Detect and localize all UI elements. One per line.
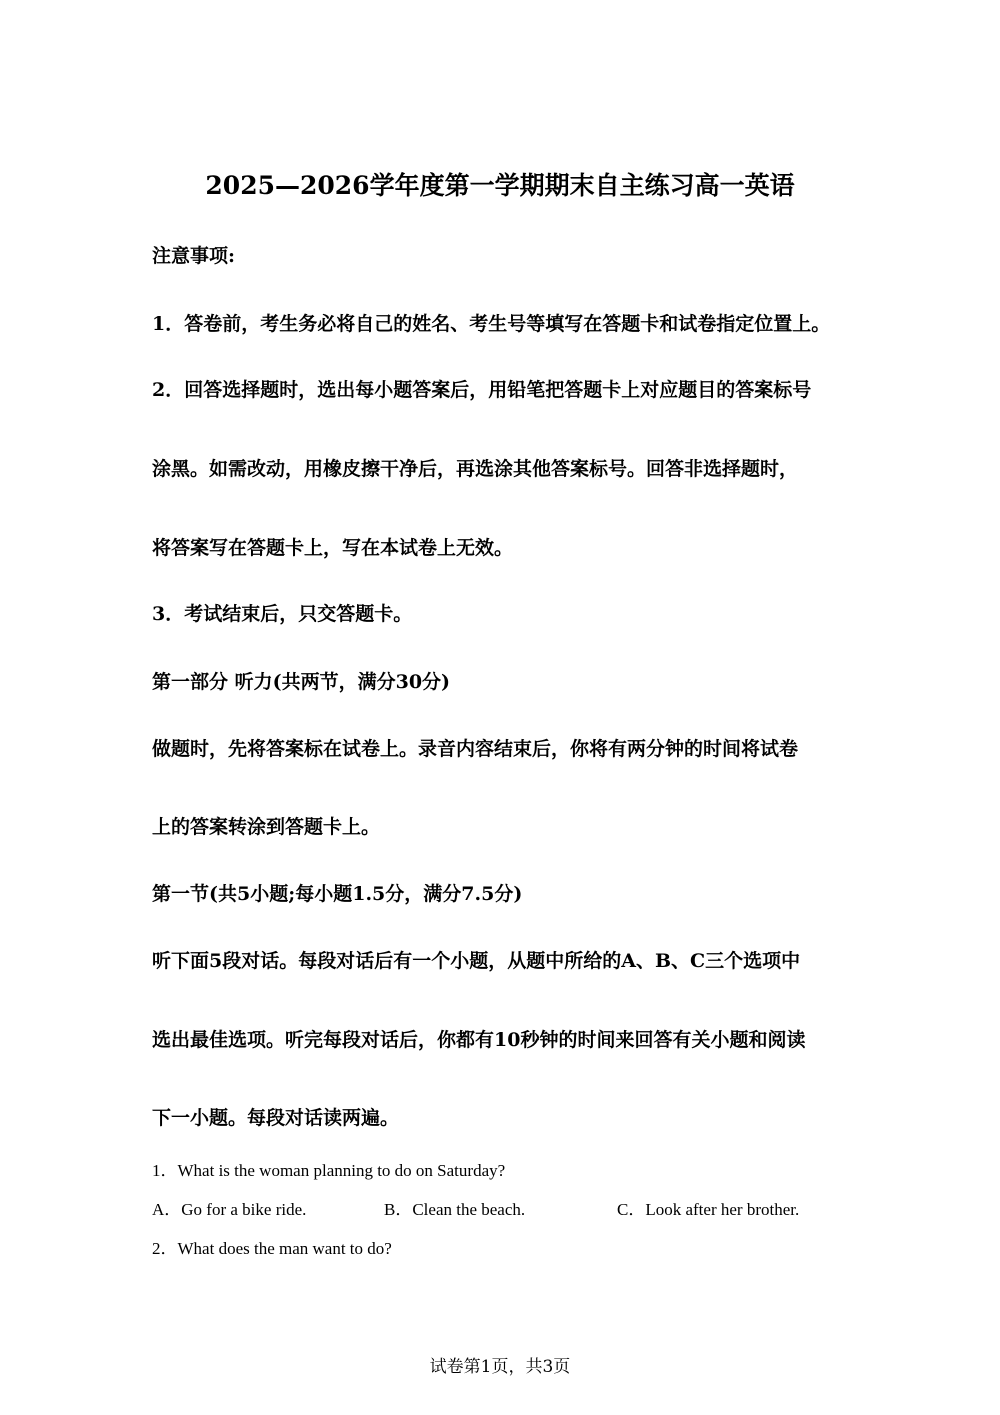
question-1-option-b: B．Clean the beach. bbox=[384, 1200, 526, 1219]
part1-heading: 第一部分 听力(共两节，满分30分) bbox=[152, 671, 451, 693]
notice-item-2-line-3: 将答案写在答题卡上，写在本试卷上无效。 bbox=[152, 537, 514, 559]
question-1-option-a: A．Go for a bike ride. bbox=[152, 1200, 307, 1219]
section1-instruction-line-3: 下一小题。每段对话读两遍。 bbox=[152, 1107, 400, 1129]
notice-item-3: 3．考试结束后，只交答题卡。 bbox=[152, 603, 413, 625]
part1-instruction-line-2: 上的答案转涂到答题卡上。 bbox=[152, 816, 381, 838]
question-2-stem: 2．What does the man want to do? bbox=[152, 1239, 392, 1258]
question-1-option-c: C．Look after her brother. bbox=[617, 1200, 800, 1219]
question-1-stem: 1．What is the woman planning to do on Saturday? bbox=[152, 1161, 506, 1180]
notice-item-2-line-1: 2．回答选择题时，选出每小题答案后，用铅笔把答题卡上对应题目的答案标号 bbox=[152, 379, 812, 401]
part1-instruction-line-1: 做题时，先将答案标在试卷上。录音内容结束后，你将有两分钟的时间将试卷 bbox=[152, 738, 799, 760]
notice-item-1: 1．答卷前，考生务必将自己的姓名、考生号等填写在答题卡和试卷指定位置上。 bbox=[152, 313, 831, 335]
page-title: 2025—2026学年度第一学期期末自主练习高一英语 bbox=[205, 171, 795, 200]
section1-instruction-line-2: 选出最佳选项。听完每段对话后，你都有10秒钟的时间来回答有关小题和阅读 bbox=[152, 1029, 806, 1051]
notice-heading: 注意事项: bbox=[152, 245, 236, 267]
section1-heading: 第一节(共5小题;每小题1.5分，满分7.5分) bbox=[152, 883, 523, 905]
notice-item-2-line-2: 涂黑。如需改动，用橡皮擦干净后，再选涂其他答案标号。回答非选择题时， bbox=[152, 458, 799, 480]
page-footer: 试卷第1页，共3页 bbox=[429, 1357, 571, 1377]
section1-instruction-line-1: 听下面5段对话。每段对话后有一个小题，从题中所给的A、B、C三个选项中 bbox=[152, 950, 801, 972]
